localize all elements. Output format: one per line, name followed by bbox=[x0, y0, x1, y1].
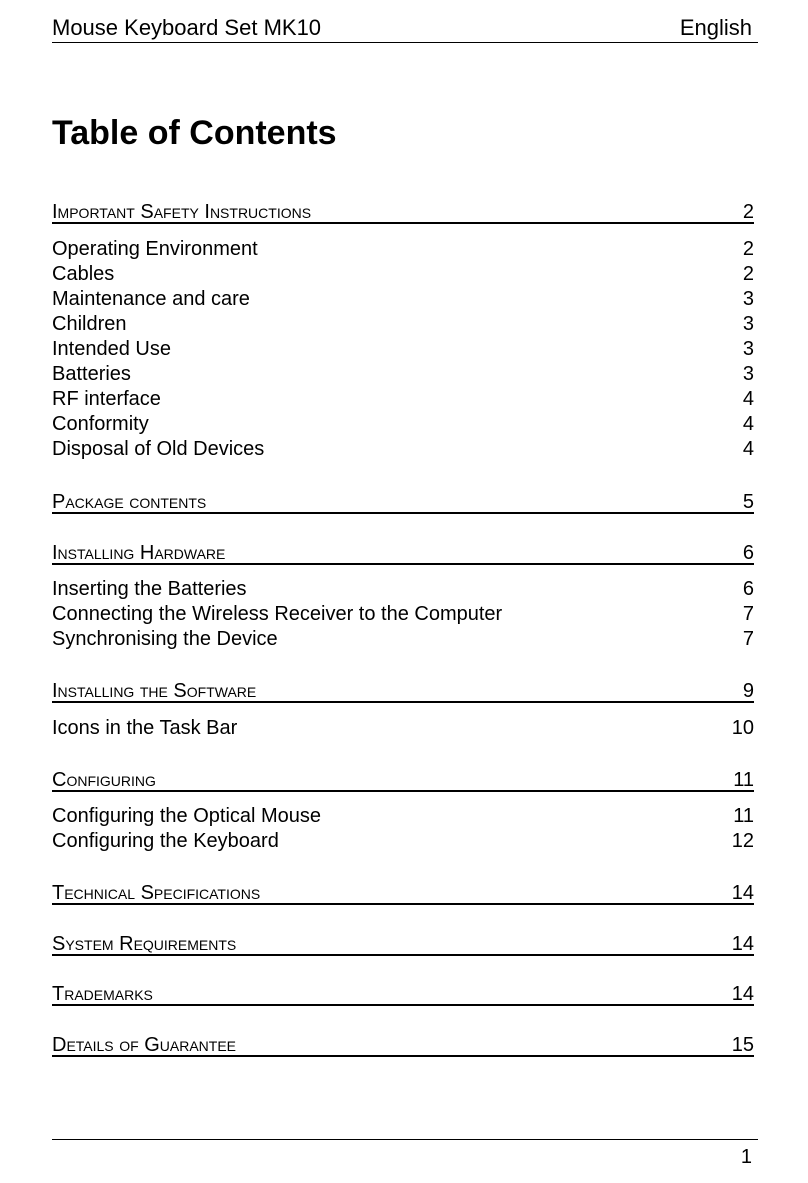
toc-entry-page: 12 bbox=[731, 830, 754, 852]
toc-subsection-entry[interactable] bbox=[52, 577, 754, 603]
toc-section-entry[interactable] bbox=[52, 980, 754, 1006]
toc-entry-page: 6 bbox=[742, 542, 754, 564]
toc-entry-label: Cables bbox=[52, 263, 115, 285]
toc-entry-label: Important Safety Instructions bbox=[52, 201, 312, 223]
toc-entry-page: 2 bbox=[742, 201, 754, 223]
toc-entry-page: 14 bbox=[731, 933, 754, 955]
toc-entry-page: 3 bbox=[742, 363, 754, 385]
toc-entry-label: System Requirements bbox=[52, 933, 237, 955]
toc-section-entry[interactable] bbox=[52, 930, 754, 956]
toc-section-entry[interactable] bbox=[52, 677, 754, 703]
toc-entry-page: 14 bbox=[731, 983, 754, 1005]
toc-subsection-entry[interactable] bbox=[52, 287, 754, 313]
toc-subsection-entry[interactable] bbox=[52, 716, 754, 742]
toc-entry-label: Operating Environment bbox=[52, 238, 258, 260]
toc-entry-label: Trademarks bbox=[52, 983, 153, 1005]
toc-entry-label: Details of Guarantee bbox=[52, 1034, 236, 1056]
toc-entry-label: Children bbox=[52, 313, 127, 335]
toc-entry-label: Connecting the Wireless Receiver to the Computer bbox=[52, 603, 503, 625]
toc-entry-page: 10 bbox=[731, 717, 754, 739]
page-title: Table of Contents bbox=[52, 114, 337, 152]
toc-entry-page: 6 bbox=[742, 578, 754, 600]
toc-entry-label: Inserting the Batteries bbox=[52, 578, 247, 600]
toc-entry-label: Configuring the Optical Mouse bbox=[52, 805, 322, 827]
toc-entry-page: 11 bbox=[733, 769, 754, 791]
toc-subsection-entry[interactable] bbox=[52, 387, 754, 413]
toc-section-entry[interactable] bbox=[52, 198, 754, 224]
toc-entry-label: Maintenance and care bbox=[52, 288, 250, 310]
toc-entry-page: 7 bbox=[742, 603, 754, 625]
page-number: 1 bbox=[740, 1146, 752, 1168]
toc-entry-label: RF interface bbox=[52, 388, 161, 410]
toc-entry-page: 3 bbox=[742, 288, 754, 310]
toc-subsection-entry[interactable] bbox=[52, 337, 754, 363]
toc-entry-page: 5 bbox=[742, 491, 754, 513]
toc-section-entry[interactable] bbox=[52, 766, 754, 792]
toc-entry-label: Intended Use bbox=[52, 338, 171, 360]
toc-subsection-entry[interactable] bbox=[52, 602, 754, 628]
toc-entry-page: 15 bbox=[731, 1034, 754, 1056]
toc-section-entry[interactable] bbox=[52, 488, 754, 514]
toc-entry-label: Technical Specifications bbox=[52, 882, 261, 904]
toc-entry-label: Icons in the Task Bar bbox=[52, 717, 238, 739]
toc-entry-page: 4 bbox=[742, 388, 754, 410]
toc-subsection-entry[interactable] bbox=[52, 437, 754, 463]
toc-subsection-entry[interactable] bbox=[52, 829, 754, 855]
toc-entry-label: Package contents bbox=[52, 491, 207, 513]
toc-entry-page: 2 bbox=[742, 263, 754, 285]
language-label: English bbox=[679, 15, 752, 40]
toc-entry-label: Batteries bbox=[52, 363, 131, 385]
toc-entry-label: Synchronising the Device bbox=[52, 628, 278, 650]
toc-subsection-entry[interactable] bbox=[52, 362, 754, 388]
toc-section-entry[interactable] bbox=[52, 1031, 754, 1057]
toc-section-entry[interactable] bbox=[52, 879, 754, 905]
toc-entry-label: Disposal of Old Devices bbox=[52, 438, 265, 460]
toc-subsection-entry[interactable] bbox=[52, 627, 754, 653]
toc-subsection-entry[interactable] bbox=[52, 237, 754, 263]
toc-entry-page: 14 bbox=[731, 882, 754, 904]
toc-entry-label: Installing the Software bbox=[52, 680, 257, 702]
toc-entry-page: 2 bbox=[742, 238, 754, 260]
toc-subsection-entry[interactable] bbox=[52, 312, 754, 338]
page-footer bbox=[52, 1139, 758, 1168]
toc-entry-label: Configuring the Keyboard bbox=[52, 830, 279, 852]
toc-entry-label: Conformity bbox=[52, 413, 149, 435]
toc-entry-page: 7 bbox=[742, 628, 754, 650]
toc-entry-page: 11 bbox=[733, 805, 754, 827]
toc-entry-page: 3 bbox=[742, 313, 754, 335]
toc-subsection-entry[interactable] bbox=[52, 804, 754, 830]
document-title: Mouse Keyboard Set MK10 bbox=[52, 15, 322, 40]
toc-entry-label: Configuring bbox=[52, 769, 156, 791]
toc-entry-page: 4 bbox=[742, 413, 754, 435]
page-header bbox=[52, 14, 758, 43]
toc-entry-page: 4 bbox=[742, 438, 754, 460]
toc-entry-label: Installing Hardware bbox=[52, 542, 226, 564]
toc-entry-page: 9 bbox=[742, 680, 754, 702]
toc-subsection-entry[interactable] bbox=[52, 412, 754, 438]
toc-section-entry[interactable] bbox=[52, 539, 754, 565]
toc-subsection-entry[interactable] bbox=[52, 262, 754, 288]
toc-entry-page: 3 bbox=[742, 338, 754, 360]
